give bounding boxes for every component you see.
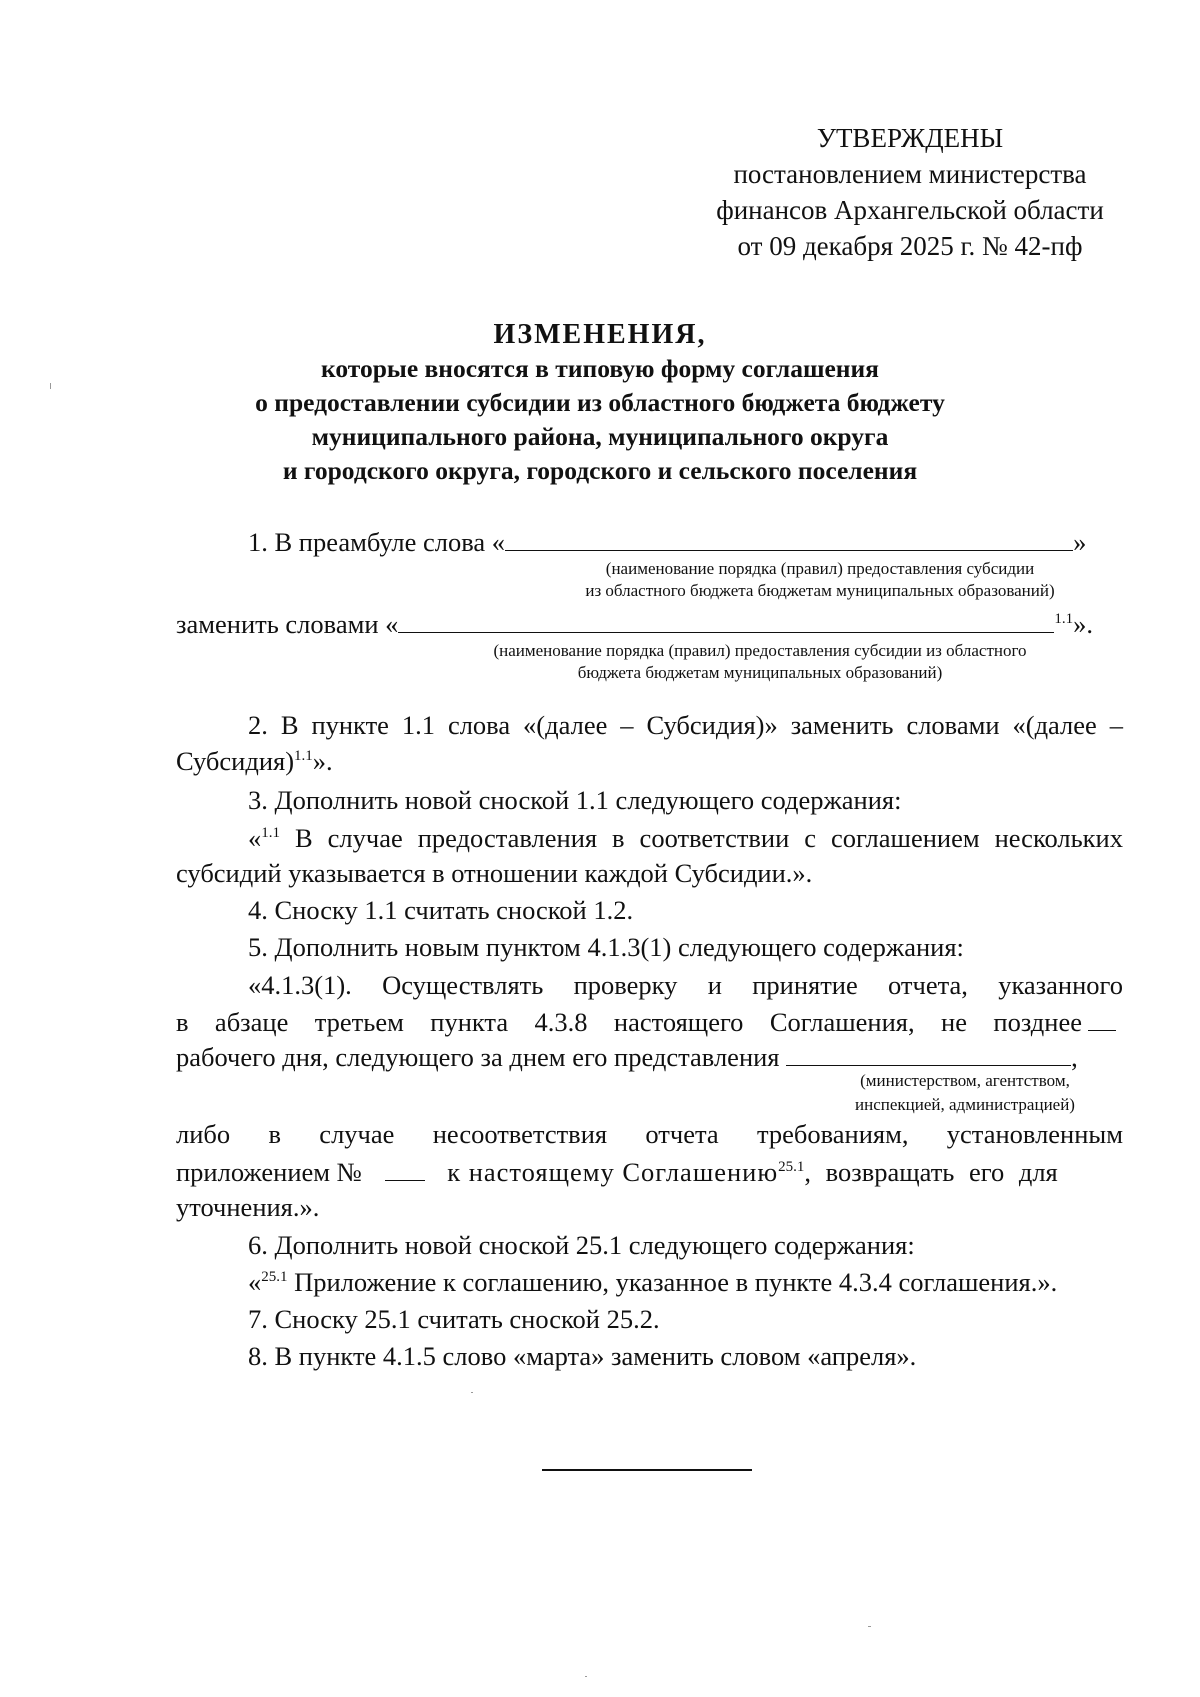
footnote-ref: 1.1 — [294, 748, 313, 764]
blank-line — [505, 524, 1073, 551]
item-5-cont-text: к настоящему Соглашению — [447, 1157, 779, 1187]
scan-speck — [50, 383, 51, 389]
title-line: которые вносятся в типовую форму соглашения — [321, 354, 879, 383]
item-1-replace-line — [176, 606, 1126, 641]
item-6-quote-line — [248, 1265, 1128, 1299]
scan-speck — [471, 1392, 473, 1393]
item-3-quote-line-2: субсидий указывается в отношении каждой Субсидии.». — [176, 858, 813, 888]
item-1-caption-2 — [430, 640, 1090, 684]
item-2-end: ». — [312, 746, 333, 776]
item-6-quote-text: Приложение к соглашению, указанное в пункте 4.3.4 соглашения.». — [287, 1267, 1058, 1297]
footnote-ref: 1.1 — [1054, 611, 1074, 627]
caption-line: из областного бюджета бюджетам муниципальных образований) — [585, 581, 1055, 600]
item-1-line — [248, 524, 1118, 559]
approval-date: от 09 декабря 2025 г. № 42-пф — [737, 231, 1083, 261]
scan-speck — [868, 1626, 871, 1627]
item-5-quote-text: рабочего дня, следующего за днем его представления — [176, 1042, 780, 1072]
caption-line: бюджета бюджетам муниципальных образований) — [577, 663, 943, 682]
blank-line — [385, 1154, 425, 1181]
item-5-cont-text: , возвращать его для — [804, 1157, 1058, 1187]
item-5-quote-text: в абзаце третьем пункта 4.3.8 настоящего Соглашения, не позднее — [176, 1007, 1082, 1037]
approval-line: финансов Архангельской области — [716, 195, 1104, 225]
item-1-caption — [520, 558, 1120, 602]
caption-line: инспекцией, администрацией) — [855, 1095, 1075, 1114]
item-5-quote-line: «4.1.3(1). Осуществлять проверку и принятие отчета, указанного — [248, 970, 1123, 1000]
item-2-line-2 — [176, 744, 1076, 778]
scan-speck — [585, 1676, 587, 1677]
item-1-quote-end: » — [1073, 527, 1087, 557]
item-1-text: 1. В преамбуле слова « — [248, 527, 506, 557]
approval-line: постановлением министерства — [733, 159, 1087, 189]
item-4: 4. Сноску 1.1 считать сноской 1.2. — [248, 895, 634, 925]
blank-line — [1088, 1004, 1116, 1031]
quote-open: « — [248, 823, 262, 853]
blank-line — [398, 606, 1054, 633]
document-title — [150, 318, 1050, 488]
item-2-text: Субсидия) — [176, 746, 295, 776]
item-3-quote-line — [248, 821, 1123, 855]
item-5-cont-line: либо в случае несоответствия отчета требованиям, установленным — [176, 1119, 1123, 1149]
footnote-ref: 25.1 — [261, 1269, 288, 1285]
approval-block — [700, 120, 1120, 264]
footnote-ref: 25.1 — [778, 1159, 805, 1175]
item-7: 7. Сноску 25.1 считать сноской 25.2. — [248, 1304, 660, 1334]
item-5-cont-line-3: уточнения.». — [176, 1192, 320, 1222]
title-line: муниципального района, муниципального округа — [311, 422, 889, 451]
blank-line — [786, 1039, 1071, 1066]
title-main: ИЗМЕНЕНИЯ, — [493, 319, 707, 350]
item-5-cont-text: приложением № — [176, 1157, 362, 1187]
comma: , — [1071, 1042, 1078, 1072]
item-5-quote-line-2 — [176, 1004, 1126, 1039]
item-5-cont-line-2 — [176, 1154, 1123, 1189]
item-5: 5. Дополнить новым пунктом 4.1.3(1) следующего содержания: — [248, 932, 964, 962]
title-line: о предоставлении субсидии из областного бюджета бюджету — [255, 388, 945, 417]
item-2-line: 2. В пункте 1.1 слова «(далее – Субсидия)» заменить словами «(далее – — [248, 710, 1123, 740]
title-line: и городского округа, городского и сельского поселения — [282, 456, 918, 485]
separator-line — [542, 1469, 752, 1471]
item-5-caption — [800, 1069, 1130, 1117]
caption-line: (наименование порядка (правил) предоставления субсидии из областного — [493, 641, 1027, 660]
item-1-replace-end: ». — [1073, 609, 1094, 639]
approval-heading: УТВЕРЖДЕНЫ — [816, 123, 1004, 153]
item-3-quote-text: В случае предоставления в соответствии с соглашением нескольких — [280, 823, 1123, 853]
quote-open: « — [248, 1267, 262, 1297]
caption-line: (наименование порядка (правил) предоставления субсидии — [605, 559, 1035, 578]
footnote-ref: 1.1 — [261, 825, 280, 841]
item-8: 8. В пункте 4.1.5 слово «марта» заменить словом «апреля». — [248, 1341, 917, 1371]
item-3: 3. Дополнить новой сноской 1.1 следующего содержания: — [248, 785, 902, 815]
item-1-replace-text: заменить словами « — [176, 609, 399, 639]
caption-line: (министерством, агентством, — [860, 1071, 1070, 1090]
item-6: 6. Дополнить новой сноской 25.1 следующего содержания: — [248, 1230, 915, 1260]
